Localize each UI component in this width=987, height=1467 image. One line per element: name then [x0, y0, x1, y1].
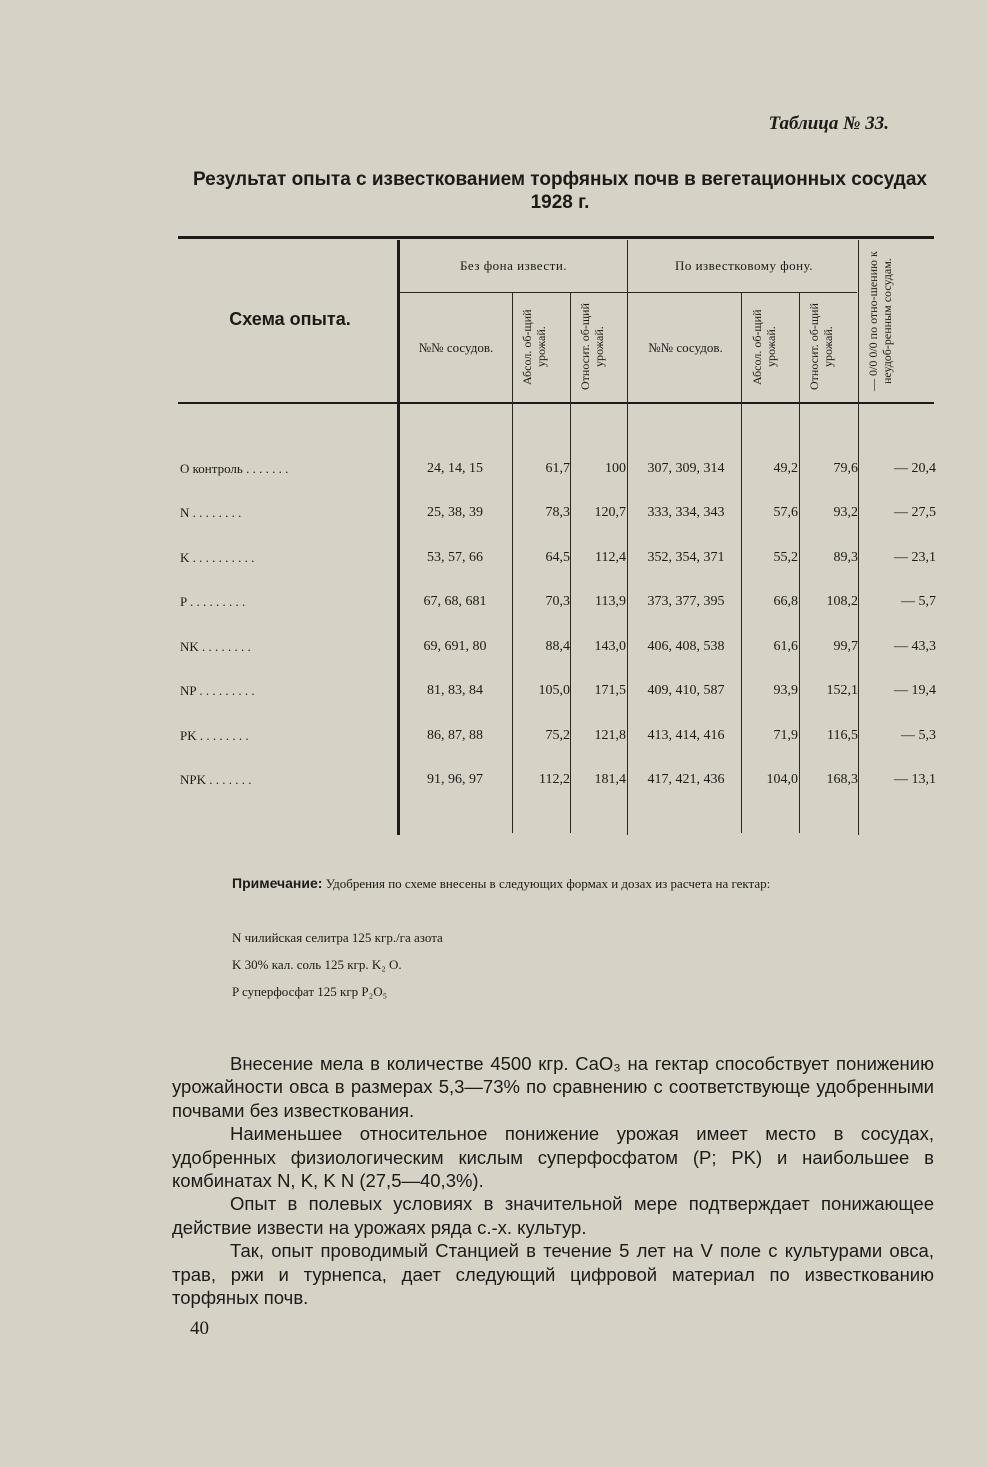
row-absolute-1: 61,7 [545, 461, 570, 476]
header-absolute-1: Абсол. об-щий урожай. [520, 309, 548, 385]
row-vessels-1: 24, 14, 15 [427, 461, 483, 476]
row-scheme: K . . . . . . . . . . [180, 550, 255, 565]
table-row [178, 728, 938, 752]
paragraph: Внесение мела в количестве 4500 кгр. CaO₃ на гектар способствует понижению урожайности овса в размерах 5,3—73% по сравнению с соответствующе удобренными почвами без известкования. [172, 1053, 934, 1121]
row-scheme: О контроль . . . . . . . [180, 461, 289, 476]
row-percent: — 5,7 [901, 594, 936, 609]
row-absolute-2: 55,2 [773, 550, 798, 565]
row-relative-1: 120,7 [594, 505, 626, 520]
row-vessels-2: 373, 377, 395 [647, 594, 725, 609]
row-absolute-2: 71,9 [773, 728, 798, 743]
table-row [178, 550, 938, 574]
row-absolute-2: 66,8 [773, 594, 798, 609]
page-number: 40 [190, 1318, 209, 1339]
header-absolute-2: Абсол. об-щий урожай. [750, 309, 778, 385]
header-group-lime: По известковому фону. [674, 258, 814, 273]
row-vessels-1: 86, 87, 88 [427, 728, 483, 743]
note-item: N чилийская селитра 125 кгр./га азота [232, 930, 443, 945]
header-group-no-lime: Без фона извести. [459, 258, 568, 273]
row-absolute-1: 112,2 [539, 772, 570, 787]
row-absolute-2: 104,0 [766, 772, 798, 787]
row-percent: — 43,3 [894, 639, 936, 654]
table-note [232, 874, 942, 893]
row-vessels-2: 409, 410, 587 [647, 683, 725, 698]
row-relative-2: 168,3 [826, 772, 858, 787]
table-row [178, 683, 938, 707]
row-absolute-1: 88,4 [545, 639, 570, 654]
table-header-rule [178, 402, 934, 404]
row-relative-2: 152,1 [826, 683, 858, 698]
note-item: P суперфосфат 125 кгр P₂O₅ [232, 984, 388, 999]
row-vessels-1: 69, 691, 80 [423, 639, 487, 654]
row-relative-1: 143,0 [594, 639, 626, 654]
row-absolute-1: 105,0 [538, 683, 570, 698]
row-vessels-1: 91, 96, 97 [427, 772, 483, 787]
row-absolute-2: 57,6 [773, 505, 798, 520]
row-scheme: P . . . . . . . . . [180, 594, 246, 609]
row-absolute-1: 75,2 [545, 728, 570, 743]
row-absolute-1: 78,3 [545, 505, 570, 520]
row-relative-1: 112,4 [595, 550, 626, 565]
row-percent: — 5,3 [901, 728, 936, 743]
paragraph: Наименьшее относительное понижение урожая имеет место в сосудах, удобренных физиологическим кислым суперфосфатом (P; PK) и наибольшее в комбинатах N, K, K N (27,5—40,3%). [172, 1123, 934, 1192]
row-absolute-1: 70,3 [545, 594, 570, 609]
row-scheme: N . . . . . . . . [180, 505, 242, 520]
note-label: Примечание: [232, 875, 323, 891]
paragraph: Опыт в полевых условиях в значительной мере подтверждает понижающее действие извести на урожаях ряда с.-х. культур. [172, 1193, 934, 1238]
group-header-rule [400, 292, 857, 293]
row-vessels-2: 413, 414, 416 [647, 728, 725, 743]
row-relative-2: 93,2 [833, 505, 858, 520]
table-row [178, 461, 938, 485]
row-relative-1: 181,4 [594, 772, 626, 787]
row-vessels-2: 333, 334, 343 [647, 505, 725, 520]
row-vessels-2: 406, 408, 538 [647, 639, 725, 654]
table-row [178, 594, 938, 618]
row-vessels-2: 417, 421, 436 [647, 772, 725, 787]
header-vessels-1: №№ сосудов. [418, 340, 494, 355]
row-percent: — 19,4 [894, 683, 936, 698]
body-text [172, 1052, 934, 1309]
row-relative-2: 99,7 [833, 639, 858, 654]
header-relative-1: Относит. об-щий урожай. [578, 303, 606, 391]
row-relative-2: 108,2 [826, 594, 858, 609]
row-percent: — 27,5 [894, 505, 936, 520]
row-relative-1: 171,5 [594, 683, 626, 698]
row-relative-1: 121,8 [594, 728, 626, 743]
row-vessels-1: 81, 83, 84 [427, 683, 483, 698]
table-number: Таблица № 33. [768, 113, 889, 134]
note-text: Удобрения по схеме внесены в следующих формах и дозах из расчета на гектар: [325, 876, 771, 891]
row-vessels-1: 53, 57, 66 [427, 550, 483, 565]
row-relative-1: 100 [605, 461, 626, 476]
row-percent: — 13,1 [894, 772, 936, 787]
header-relative-2: Относит. об-щий урожай. [807, 303, 835, 391]
table-row [178, 772, 938, 796]
header-percent: — 0/0 0/0 по отно-шению к неудоб-ренным сосудам. [866, 251, 894, 391]
paragraph: Так, опыт проводимый Станцией в течение 5 лет на V поле с культурами овса, трав, ржи и турнепса, дает следующий цифровой материал по известкованию торфяных почв. [172, 1240, 934, 1309]
row-scheme: NPK . . . . . . . [180, 772, 252, 787]
row-absolute-2: 49,2 [773, 461, 798, 476]
row-relative-2: 116,5 [827, 728, 858, 743]
table-row [178, 505, 938, 529]
row-relative-2: 89,3 [833, 550, 858, 565]
row-scheme: NP . . . . . . . . . [180, 683, 255, 698]
row-relative-1: 113,9 [595, 594, 626, 609]
row-percent: — 20,4 [894, 461, 936, 476]
header-vessels-2: №№ сосудов. [648, 340, 723, 355]
table-row [178, 639, 938, 663]
row-relative-2: 79,6 [833, 461, 858, 476]
row-absolute-2: 61,6 [773, 639, 798, 654]
header-scheme: Схема опыта. [229, 309, 351, 329]
row-vessels-2: 307, 309, 314 [647, 461, 725, 476]
table-top-rule [178, 236, 934, 239]
note-item: K 30% кал. соль 125 кгр. K₂ O. [232, 957, 402, 972]
row-vessels-1: 25, 38, 39 [427, 505, 483, 520]
row-scheme: PK . . . . . . . . [180, 728, 249, 743]
row-absolute-2: 93,9 [773, 683, 798, 698]
row-percent: — 23,1 [894, 550, 936, 565]
row-absolute-1: 64,5 [545, 550, 570, 565]
table-title: Результат опыта с известкованием торфяных почв в вегетационных сосудах 1928 г. [192, 169, 927, 213]
row-vessels-1: 67, 68, 681 [423, 594, 487, 609]
row-scheme: NK . . . . . . . . [180, 639, 251, 654]
row-vessels-2: 352, 354, 371 [647, 550, 725, 565]
